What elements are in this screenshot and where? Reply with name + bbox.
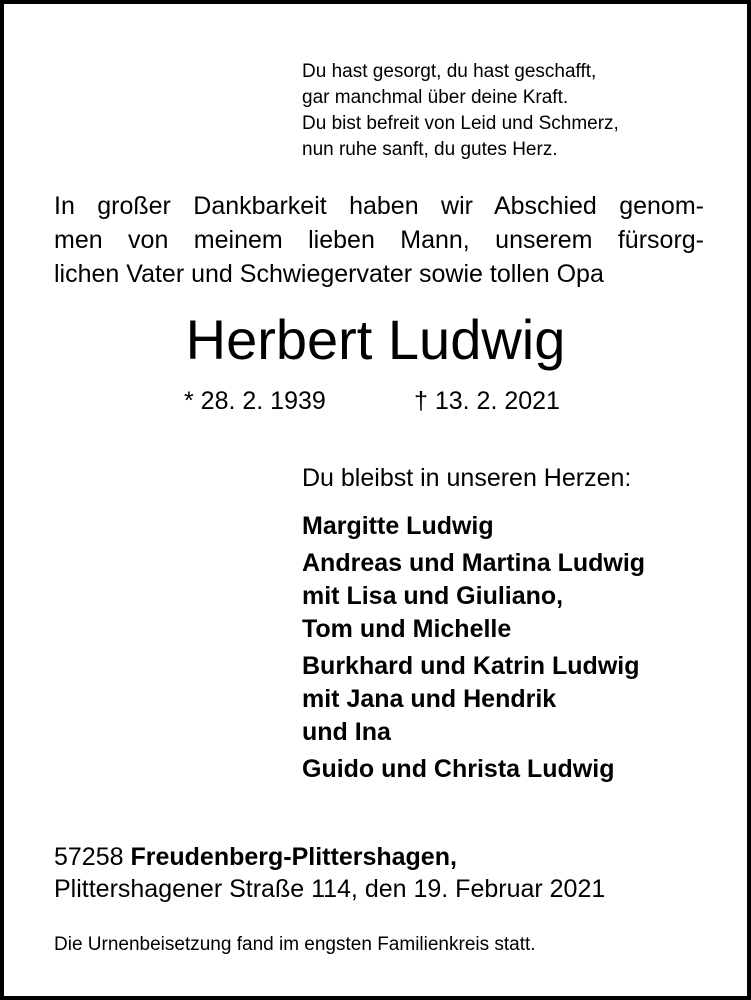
address-line-2: Plittershagener Straße 114, den 19. Februar 2021 bbox=[54, 875, 606, 903]
intro-line: In großer Dankbarkeit haben wir Abschied genom- bbox=[54, 192, 704, 220]
family-group bbox=[302, 510, 645, 543]
family-line: Tom und Michelle bbox=[302, 615, 512, 643]
family-group bbox=[302, 650, 645, 749]
family-list bbox=[302, 510, 645, 790]
birth-date: * 28. 2. 1939 bbox=[184, 387, 326, 415]
address-line-1 bbox=[54, 841, 457, 873]
intro-line: lichen Vater und Schwiegervater sowie tollen Opa bbox=[54, 260, 604, 288]
poem bbox=[302, 59, 619, 163]
family-line: Margitte Ludwig bbox=[302, 512, 494, 540]
poem-line: Du bist befreit von Leid und Schmerz, bbox=[302, 113, 619, 134]
family-group bbox=[302, 753, 645, 786]
family-line: Burkhard und Katrin Ludwig bbox=[302, 652, 640, 680]
postcode: 57258 bbox=[54, 843, 124, 871]
heart-line: Du bleibst in unseren Herzen: bbox=[302, 464, 632, 492]
death-date: † 13. 2. 2021 bbox=[414, 387, 560, 415]
family-line: Andreas und Martina Ludwig bbox=[302, 549, 646, 577]
poem-line: gar manchmal über deine Kraft. bbox=[302, 87, 569, 108]
family-line: mit Lisa und Giuliano, bbox=[302, 582, 564, 610]
poem-line: Du hast gesorgt, du hast geschafft, bbox=[302, 61, 597, 82]
family-line: Guido und Christa Ludwig bbox=[302, 755, 615, 783]
town: Freudenberg-Plittershagen, bbox=[130, 843, 457, 871]
poem-line: nun ruhe sanft, du gutes Herz. bbox=[302, 139, 558, 160]
deceased-name: Herbert Ludwig bbox=[185, 308, 566, 371]
intro-text bbox=[54, 189, 704, 291]
family-line: und Ina bbox=[302, 718, 391, 746]
burial-note: Die Urnenbeisetzung fand im engsten Familienkreis statt. bbox=[54, 934, 536, 955]
family-line: mit Jana und Hendrik bbox=[302, 685, 557, 713]
intro-line: men von meinem lieben Mann, unserem fürsorg- bbox=[54, 226, 704, 254]
family-group bbox=[302, 547, 645, 646]
